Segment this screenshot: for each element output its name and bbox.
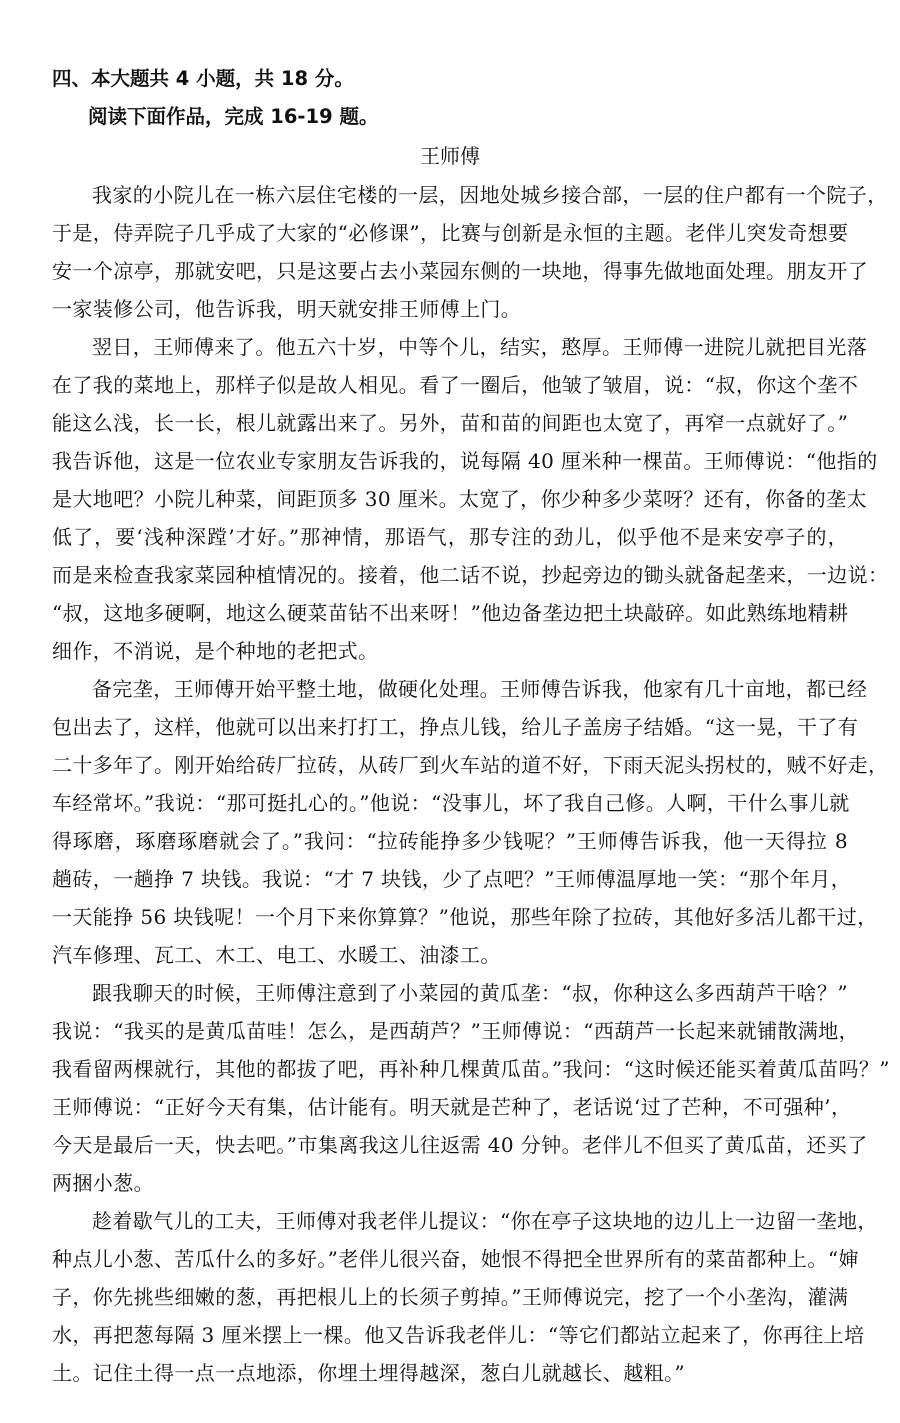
- article-paragraph: [52, 328, 889, 670]
- paragraph-line: 在了我的菜地上，那样子似是故人相见。看了一圈后，他皱了皱眉，说：“叔，你这个垄不: [52, 373, 859, 397]
- paragraph-line: 水，再把葱每隔 3 厘米摆上一棵。他又告诉我老伴儿：“等它们都站立起来了，你再往上培: [52, 1323, 865, 1347]
- paragraph-line: 低了，要‘浅种深蹚’才好。”那神情，那语气，那专注的劲儿，似乎他不是来安亭子的，: [52, 525, 848, 549]
- paragraph-line: 土。记住土得一点一点地添，你埋土埋得越深，葱白儿就越长、越粗。”: [52, 1361, 686, 1385]
- paragraph-line: 能这么浅，长一长，根儿就露出来了。另外，苗和苗的间距也太宽了，再窄一点就好了。”: [52, 411, 849, 435]
- paragraph-line: 安一个凉亭，那就安吧，只是这要占去小菜园东侧的一块地，得事先做地面处理。朋友开了: [52, 259, 868, 283]
- article-title: 王师傅: [420, 144, 480, 168]
- paragraph-line: 细作，不消说，是个种地的老把式。: [52, 639, 379, 663]
- paragraph-line: 我看留两棵就行，其他的都拔了吧，再补种几棵黄瓜苗。”我问：“这时候还能买着黄瓜苗吗？”: [52, 1057, 890, 1081]
- section-heading: 四、本大题共 4 小题，共 18 分。: [52, 67, 354, 90]
- paragraph-line: 我告诉他，这是一位农业专家朋友告诉我的，说每隔 40 厘米种一棵苗。王师傅说：“他指的: [52, 449, 878, 473]
- paragraph-line: 翌日，王师傅来了。他五六十岁，中等个儿，结实，憨厚。王师傅一进院儿就把目光落: [92, 335, 868, 359]
- paragraph-line: 备完垄，王师傅开始平整土地，做硬化处理。王师傅告诉我，他家有几十亩地，都已经: [92, 677, 868, 701]
- paragraph-line: 跟我聊天的时候，王师傅注意到了小菜园的黄瓜垄：“叔，你种这么多西葫芦干啥？”: [92, 981, 848, 1005]
- paragraph-line: 今天是最后一天，快去吧。”市集离我这儿往返需 40 分钟。老伴儿不但买了黄瓜苗，还买了: [52, 1133, 868, 1157]
- paragraph-line: 一天能挣 56 块钱呢！一个月下来你算算？”他说，那些年除了拉砖，其他好多活儿都干过，: [52, 905, 878, 929]
- paragraph-line: 趟砖，一趟挣 7 块钱。我说：“才 7 块钱，少了点吧？”王师傅温厚地一笑：“那个年月，: [52, 867, 852, 891]
- article-paragraph: [52, 1202, 878, 1392]
- paragraph-line: 得琢磨，琢磨琢磨就会了。”我问：“拉砖能挣多少钱呢？”王师傅告诉我，他一天得拉 8: [52, 829, 848, 853]
- paragraph-line: 种点儿小葱、苦瓜什么的多好。”老伴儿很兴奋，她恨不得把全世界所有的菜苗都种上。“婶: [52, 1247, 859, 1271]
- paragraph-line: 趁着歇气儿的工夫，王师傅对我老伴儿提议：“你在亭子这块地的边儿上一边留一垄地，: [92, 1209, 878, 1233]
- paragraph-line: 于是，侍弄院子几乎成了大家的“必修课”，比赛与创新是永恒的主题。老伴儿突发奇想要: [52, 221, 849, 245]
- paragraph-line: 汽车修理、瓦工、木工、电工、水暖工、油漆工。: [52, 943, 501, 967]
- paragraph-line: 两捆小葱。: [52, 1171, 154, 1195]
- paragraph-line: 一家装修公司，他告诉我，明天就安排王师傅上门。: [52, 297, 522, 321]
- paragraph-line: 王师傅说：“正好今天有集，估计能有。明天就是芒种了，老话说‘过了芒种，不可强种’，: [52, 1095, 852, 1119]
- article-paragraph: [52, 670, 889, 974]
- paragraph-line: 子，你先挑些细嫩的葱，再把根儿上的长须子剪掉。”王师傅说完，挖了一个小垄沟，灌满: [52, 1285, 849, 1309]
- article-paragraph: [52, 974, 890, 1202]
- paragraph-line: “叔，这地多硬啊，地这么硬菜苗钻不出来呀！”他边备垄边把土块敲碎。如此熟练地精耕: [52, 601, 849, 625]
- paragraph-line: 车经常坏。”我说：“那可挺扎心的。”他说：“没事儿，坏了我自己修。人啊，干什么事儿就: [52, 791, 850, 815]
- paragraph-line: 二十多年了。刚开始给砖厂拉砖，从砖厂到火车站的道不好，下雨天泥头拐杖的，贼不好走，: [52, 753, 889, 777]
- paragraph-line: 是大地吧？小院儿种菜，间距顶多 30 厘米。太宽了，你少种多少菜呀？还有，你备的垄太: [52, 487, 867, 511]
- article-body: [52, 176, 890, 1392]
- paragraph-line: 而是来检查我家菜园种植情况的。接着，他二话不说，抄起旁边的锄头就备起垄来，一边说：: [52, 563, 889, 587]
- paragraph-line: 包出去了，这样，他就可以出来打打工，挣点儿钱，给儿子盖房子结婚。“这一晃，干了有: [52, 715, 859, 739]
- paragraph-line: 我家的小院儿在一栋六层住宅楼的一层，因地处城乡接合部，一层的住户都有一个院子，: [92, 183, 888, 207]
- reading-instruction: 阅读下面作品，完成 16-19 题。: [88, 105, 379, 128]
- article-paragraph: [52, 176, 888, 328]
- paragraph-line: 我说：“我买的是黄瓜苗哇！怎么，是西葫芦？”王师傅说：“西葫芦一长起来就铺散满地，: [52, 1019, 860, 1043]
